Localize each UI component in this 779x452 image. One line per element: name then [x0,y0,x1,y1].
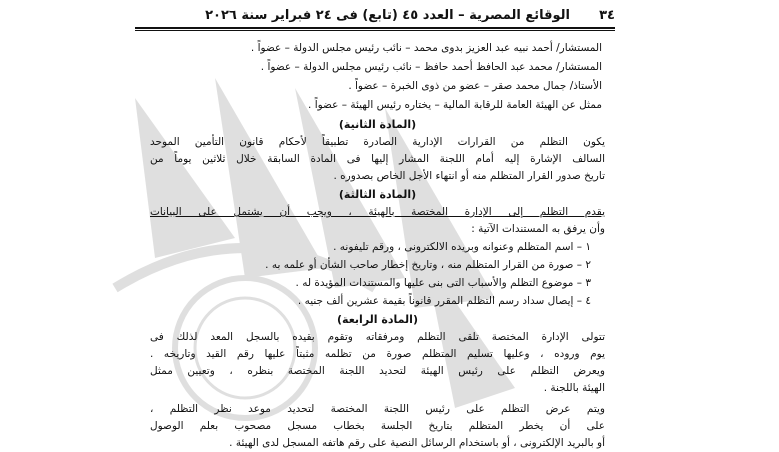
article-3-line: يقدم التظلم إلى الإدارة المختصة بالهيئة ، ويجب أن يشتمل على البيانات [150,206,605,218]
article-2-line: تاريخ صدور القرار المتظلم منه أو انتهاء الأجل الخاص بصدوره . [333,170,605,182]
list-item: ١ – اسم المتظلم وعنوانه وبريده الالكترونى ، ورقم تليفونه . [333,241,591,253]
member-line: المستشار/ أحمد نبيه عبد العزيز بدوى محمد – نائب رئيس مجلس الدولة – عضواً . [250,42,602,54]
article-4-line: ويعرض التظلم على رئيس الهيئة لتحديد اللجنة المختصة بنظره ، وتعيين ممثل [150,365,605,377]
article-4-line: على أن يخطر المتظلم بتاريخ الجلسة بخطاب مسجل مصحوب بعلم الوصول [150,420,605,432]
article-3-title: (المادة الثالثة) [338,188,417,201]
list-item: ٤ – إيصال سداد رسم التظلم المقرر قانوناً بقيمة عشرين ألف جنيه . [297,295,591,307]
article-4-line: تتولى الإدارة المختصة تلقى التظلم ومرفقاته وتقوم بقيده بالسجل المعد لذلك فى [150,331,605,343]
article-3-line: وأن يرفق به المستندات الآتية : [471,223,605,235]
document-body [150,39,605,452]
page-header [135,8,615,28]
gazette-title: الوقائع المصرية – العدد ٤٥ (تابع) فى ٢٤ فبراير سنة ٢٠٢٦ [205,8,570,23]
article-4-line: ويتم عرض التظلم على رئيس اللجنة المختصة لتحديد موعد نظر التظلم ، [150,403,605,415]
article-4-line: أو بالبريد الإلكترونى ، أو باستخدام الرسائل النصية على رقم هاتفه المسجل لدى الهيئة . [229,437,605,449]
article-2-line: يكون التظلم من القرارات الإدارية الصادرة تطبيقاً لأحكام قانون التأمين الموحد [150,136,605,148]
page-number: ٣٤ [599,8,615,23]
header-rule-thin [135,30,615,31]
header-rule [135,27,615,29]
member-line: الأستاذ/ جمال محمد صقر – عضو من ذوى الخبرة – عضواً . [348,80,602,92]
article-4-title: (المادة الرابعة) [337,313,418,326]
article-2-line: السالف الإشارة إليه أمام اللجنة المشار إليها فى المادة السابقة خلال ثلاثين يوماً من [150,153,605,165]
article-4-line: يوم وروده ، وعليها تسليم المتظلم صورة من تظلمه مثبتاً عليها رقم القيد وتاريخه . [150,348,605,360]
list-item: ٢ – صورة من القرار المتظلم منه ، وتاريخ إخطار صاحب الشأن أو علمه به . [265,259,591,271]
list-item: ٣ – موضوع التظلم والأسباب التى بنى عليها والمستندات المؤيدة له . [295,277,591,289]
member-line: ممثل عن الهيئة العامة للرقابة المالية – يختاره رئيس الهيئة – عضواً . [308,99,602,111]
member-line: المستشار/ محمد عبد الحافظ أحمد حافظ – نائب رئيس مجلس الدولة – عضواً . [260,61,602,73]
article-4-line: الهيئة باللجنة . [543,382,605,394]
article-2-title: (المادة الثانية) [338,118,417,131]
